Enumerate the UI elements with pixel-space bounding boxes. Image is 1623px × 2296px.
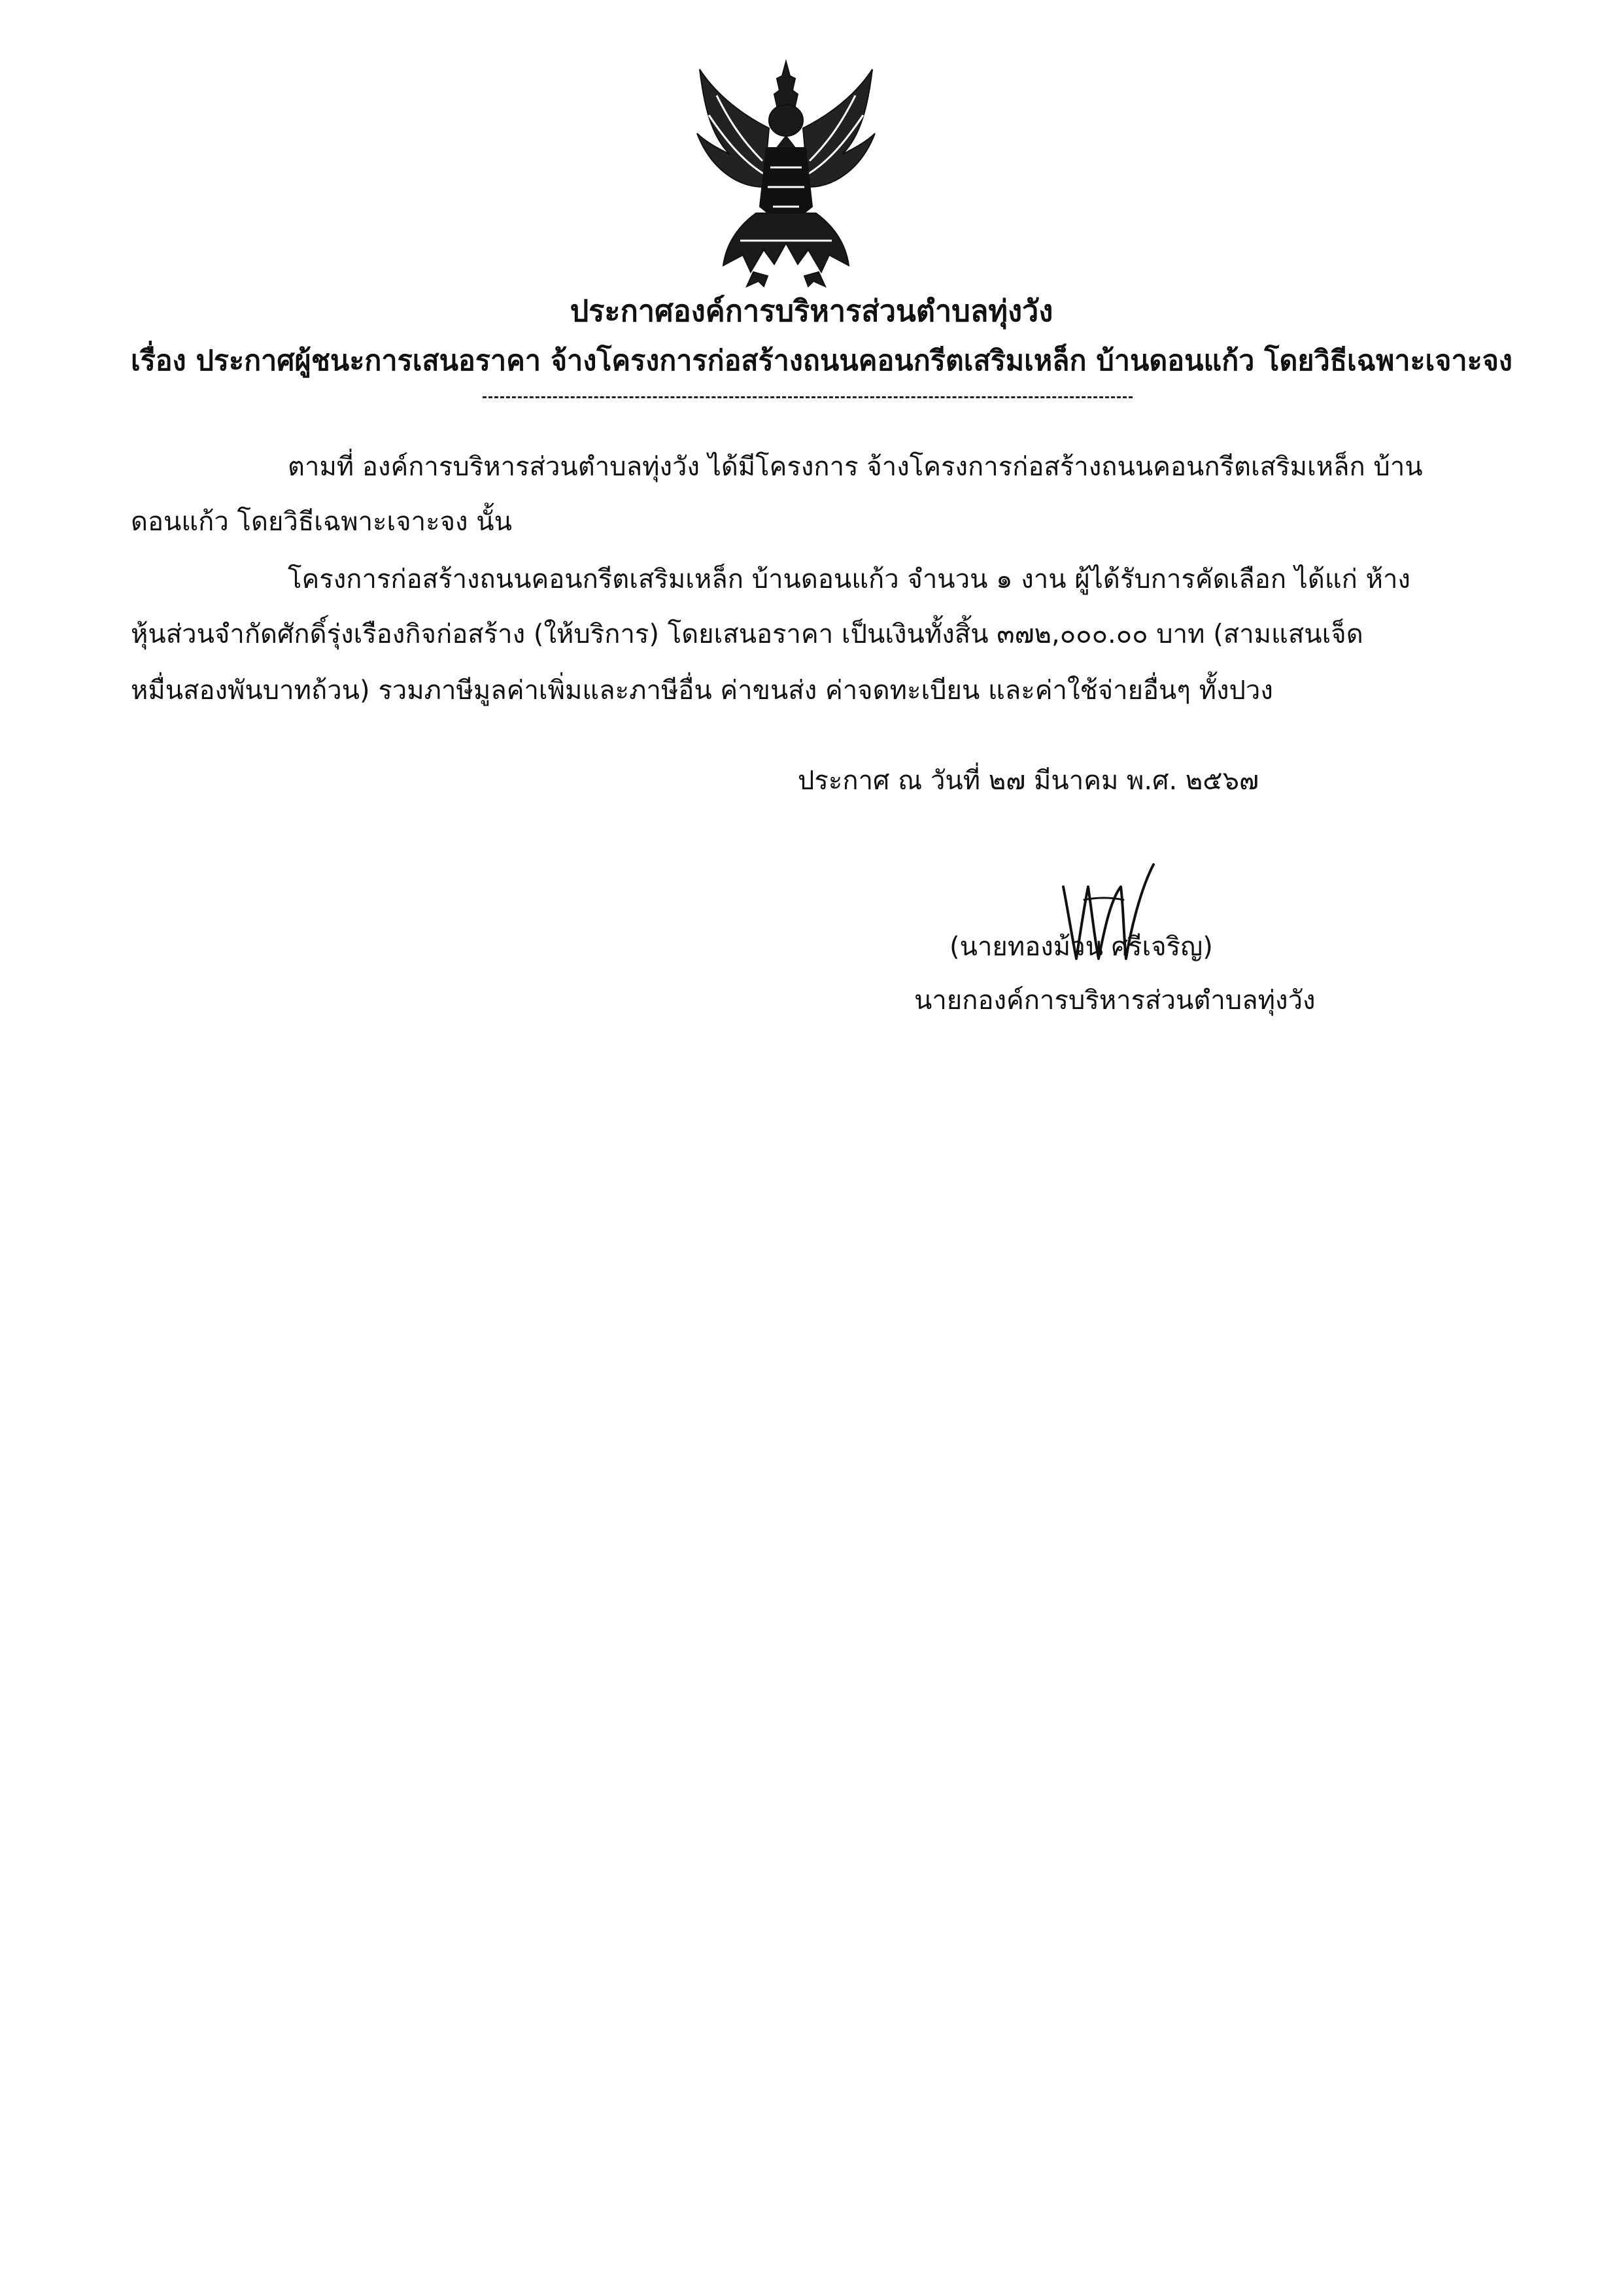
body-line: โครงการก่อสร้างถนนคอนกรีตเสริมเหล็ก บ้านดอนแก้ว จำนวน ๑ งาน ผู้ได้รับการคัดเลือก ได้แก่ ห้าง xyxy=(288,564,1410,594)
body-line: หุ้นส่วนจำกัดศักดิ์รุ่งเรืองกิจก่อสร้าง (ให้บริการ) โดยเสนอราคา เป็นเงินทั้งสิ้น ๓๗๒,๐๐๐.๐๐ บาท (สามแสนเจ็ด xyxy=(131,619,1363,649)
body-line: หมื่นสองพันบาทถ้วน) รวมภาษีมูลค่าเพิ่มและภาษีอื่น ค่าขนส่ง ค่าจดทะเบียน และค่าใช้จ่ายอื่นๆ ทั้งปวง xyxy=(131,676,1273,706)
garuda-emblem-icon xyxy=(691,56,881,289)
body-line: ดอนแก้ว โดยวิธีเฉพาะเจาะจง นั้น xyxy=(131,507,512,537)
body-line: ตามที่ องค์การบริหารส่วนตำบลทุ่งวัง ได้มีโครงการ จ้างโครงการก่อสร้างถนนคอนกรีตเสริมเหล็ก บ้าน xyxy=(288,452,1423,482)
signer-name: (นายทองม้วน ศรีเจริญ) xyxy=(949,932,1213,962)
announcement-title: ประกาศองค์การบริหารส่วนตำบลทุ่งวัง xyxy=(570,294,1053,328)
signer-position: นายกองค์การบริหารส่วนตำบลทุ่งวัง xyxy=(914,985,1316,1016)
announcement-subject: เรื่อง ประกาศผู้ชนะการเสนอราคา จ้างโครงการก่อสร้างถนนคอนกรีตเสริมเหล็ก บ้านดอนแก้ว โดยวิธีเฉพาะเจาะจง xyxy=(131,345,1512,377)
announcement-date: ประกาศ ณ วันที่ ๒๗ มีนาคม พ.ศ. ๒๕๖๗ xyxy=(798,766,1259,796)
title-divider xyxy=(483,396,1133,398)
